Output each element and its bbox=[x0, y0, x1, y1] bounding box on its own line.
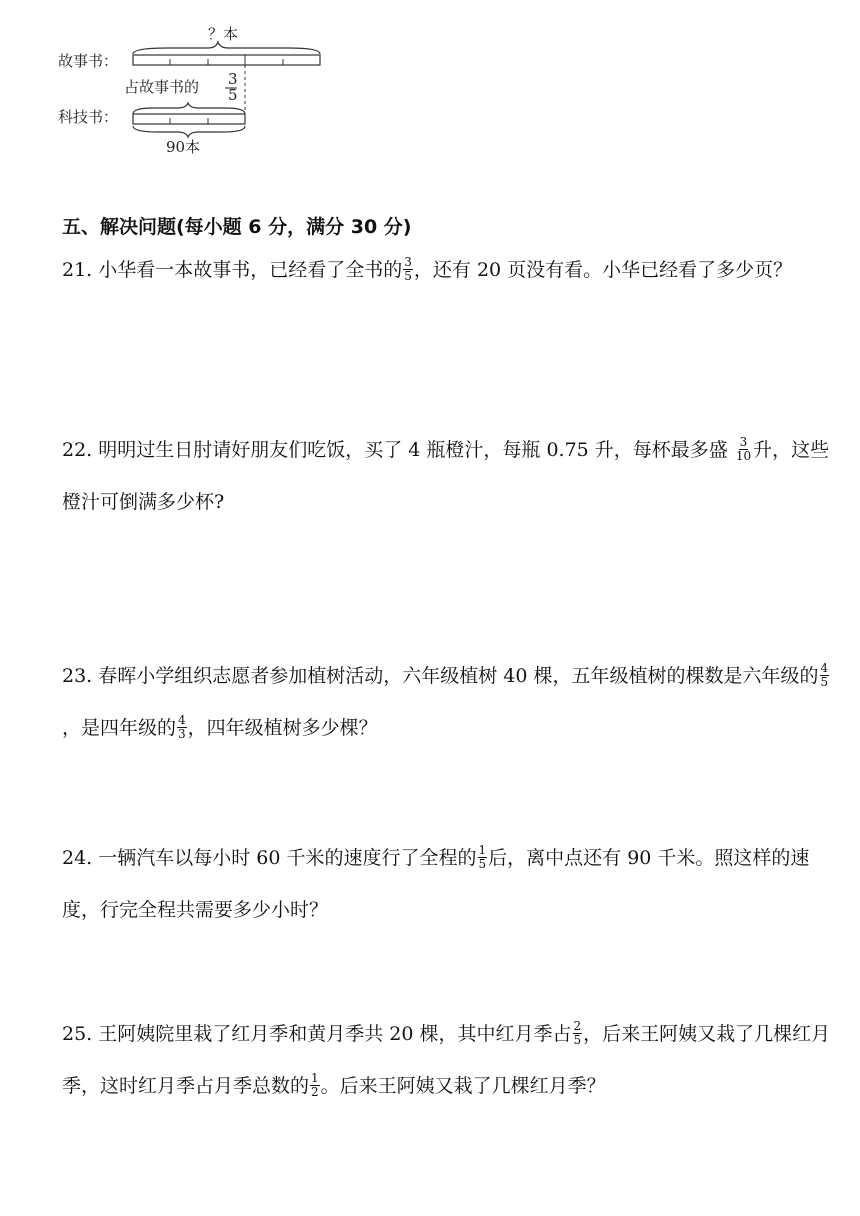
q21-frac-num: 3 bbox=[404, 254, 412, 269]
story-book-bar bbox=[133, 55, 320, 65]
q24-frac-den: 5 bbox=[478, 856, 487, 871]
q25-text-c: 。后来王阿姨又栽了几棵红月季？ bbox=[320, 1075, 606, 1097]
q23-frac1-den: 5 bbox=[820, 674, 829, 689]
q25-fraction-2 bbox=[310, 1072, 320, 1099]
q22-text-b: 升，这些橙汁可倒满多少杯? bbox=[62, 439, 830, 513]
q23-frac2-num: 4 bbox=[178, 712, 186, 727]
annotation-frac-den: 5 bbox=[228, 86, 238, 104]
q23-frac1-num: 4 bbox=[820, 660, 829, 675]
q24-frac-num: 1 bbox=[478, 842, 487, 857]
q25-text-b: ，后来王阿姨又栽了几棵红月季，这时红月季占月季总数的 bbox=[62, 1023, 831, 1097]
q22-frac-den: 10 bbox=[735, 448, 752, 463]
q25-frac2-den: 2 bbox=[311, 1084, 319, 1099]
question-22 bbox=[62, 424, 837, 528]
q23-text-b: ，是四年级的 bbox=[62, 717, 177, 739]
q22-frac-num: 3 bbox=[739, 434, 748, 449]
q21-frac-den: 5 bbox=[404, 268, 412, 283]
q25-frac1-den: 5 bbox=[573, 1032, 582, 1047]
bar-diagram-svg bbox=[58, 20, 338, 170]
annotation-text: 占故事书的 bbox=[124, 78, 200, 96]
story-book-label: 故事书： bbox=[58, 52, 119, 70]
question-24 bbox=[62, 832, 837, 936]
q23-frac2-den: 3 bbox=[178, 726, 186, 741]
q24-text-b: 后，离中点还有 90 千米。照这样的速度，行完全程共需要多少小时？ bbox=[62, 847, 810, 921]
q21-text-b: ，还有 20 页没有看。小华已经看了多少页？ bbox=[413, 259, 793, 281]
question-23 bbox=[62, 650, 837, 754]
bar-diagram bbox=[58, 20, 338, 170]
annotation-frac-num: 3 bbox=[228, 70, 238, 88]
ninety-label: 90本 bbox=[166, 138, 201, 156]
science-book-bar bbox=[133, 114, 245, 124]
question-25 bbox=[62, 1008, 837, 1112]
q22-fraction bbox=[735, 436, 752, 463]
top-brace bbox=[133, 42, 320, 54]
q25-fraction-1 bbox=[573, 1020, 583, 1047]
science-book-label: 科技书： bbox=[58, 108, 119, 126]
section-title: 五、解决问题(每小题 6 分，满分 30 分) bbox=[62, 216, 412, 238]
q25-text-a: 25. 王阿姨院里栽了红月季和黄月季共 20 棵，其中红月季占 bbox=[62, 1023, 572, 1045]
question-21 bbox=[62, 244, 837, 296]
question-mark-label: ？本 bbox=[208, 25, 239, 43]
science-top-brace bbox=[133, 103, 245, 114]
bottom-brace bbox=[133, 126, 245, 137]
q21-text-a: 21. 小华看一本故事书，已经看了全书的 bbox=[62, 259, 403, 281]
q25-frac1-num: 2 bbox=[573, 1018, 582, 1033]
q23-text-a: 23. 春晖小学组织志愿者参加植树活动，六年级植树 40 棵，五年级植树的棵数是六年级的 bbox=[62, 665, 819, 687]
q23-fraction-1 bbox=[820, 662, 830, 689]
q24-text-a: 24. 一辆汽车以每小时 60 千米的速度行了全程的 bbox=[62, 847, 477, 869]
q24-fraction bbox=[478, 844, 488, 871]
q23-text-c: ，四年级植树多少棵？ bbox=[187, 717, 378, 739]
q21-fraction bbox=[403, 256, 413, 283]
q22-text-a: 22. 明明过生日肘请好朋友们吃饭，买了 4 瓶橙汁，每瓶 0.75 升，每杯最多盛 bbox=[62, 439, 734, 461]
q25-frac2-num: 1 bbox=[311, 1070, 319, 1085]
q23-fraction-2 bbox=[177, 714, 187, 741]
